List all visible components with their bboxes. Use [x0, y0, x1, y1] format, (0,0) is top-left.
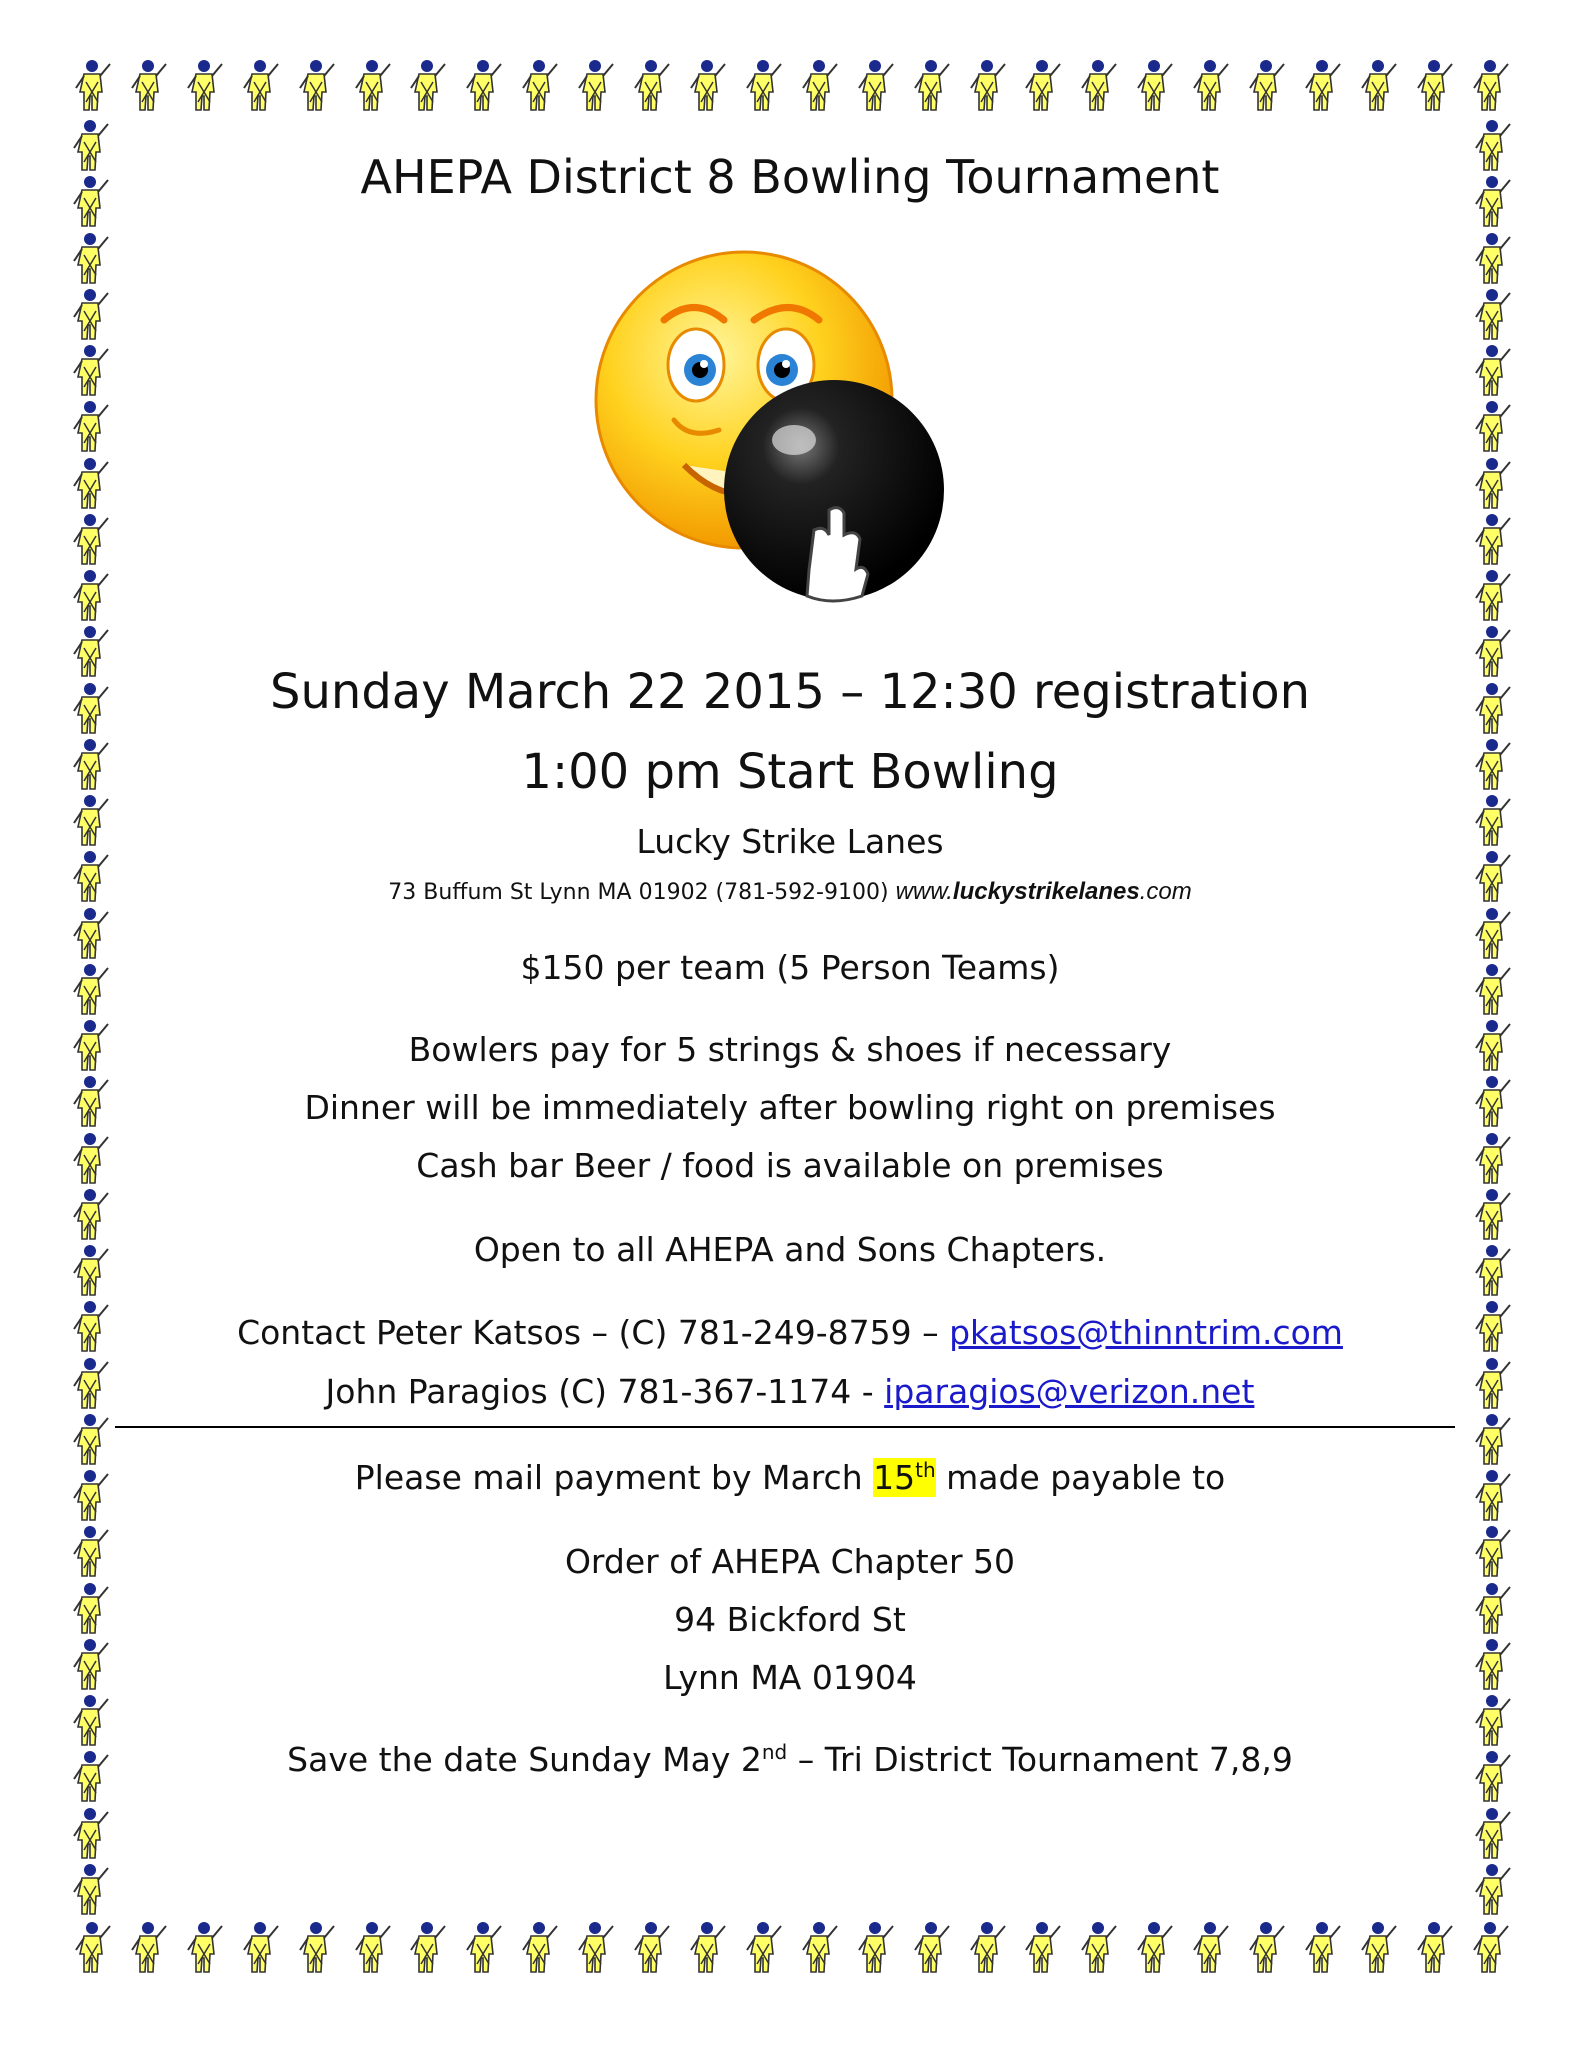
bowler-figure-icon — [68, 456, 112, 512]
bowler-figure-icon — [68, 1356, 112, 1412]
save-ordinal: nd — [761, 1740, 788, 1764]
bowler-figure-icon — [68, 1862, 112, 1918]
bowler-figure-icon — [68, 1806, 112, 1862]
contact-peter-email[interactable]: pkatsos@thinntrim.com — [949, 1313, 1343, 1352]
url-prefix: www. — [895, 878, 953, 905]
bowler-figure-icon — [68, 1749, 112, 1805]
bowler-figure-icon — [68, 399, 112, 455]
deadline-ordinal: th — [915, 1458, 936, 1482]
bowler-figure-icon — [1470, 231, 1514, 287]
bowler-figure-icon — [68, 1187, 112, 1243]
bowler-figure-icon — [68, 1412, 112, 1468]
bowler-figure-icon — [68, 1524, 112, 1580]
bowler-figure-icon — [68, 1693, 112, 1749]
start-time: 1:00 pm Start Bowling — [521, 744, 1059, 800]
bowler-figure-icon — [1470, 399, 1514, 455]
address-text: 73 Buffum St Lynn MA 01902 (781-592-9100) — [388, 880, 896, 905]
bowler-figure-icon — [1470, 512, 1514, 568]
deadline-highlight — [873, 1458, 936, 1497]
bowler-figure-icon — [1470, 1131, 1514, 1187]
event-date: Sunday March 22 2015 – 12:30 registration — [270, 664, 1310, 720]
contact-john-text: John Paragios (C) 781-367-1174 - — [325, 1372, 885, 1411]
bowler-figure-icon — [68, 1243, 112, 1299]
bowler-figure-icon — [1470, 287, 1514, 343]
bowler-figure-icon — [1470, 1862, 1514, 1918]
bowler-figure-icon — [70, 1920, 114, 1980]
bowler-figure-icon — [1470, 456, 1514, 512]
payee-city: Lynn MA 01904 — [663, 1658, 917, 1697]
bowler-figure-icon — [1470, 1637, 1514, 1693]
mail-suffix: made payable to — [935, 1458, 1226, 1497]
bowler-figure-icon — [1470, 1468, 1514, 1524]
bowler-figure-icon — [68, 174, 112, 230]
page-title: AHEPA District 8 Bowling Tournament — [360, 150, 1220, 204]
bowler-figure-icon — [70, 58, 114, 118]
bowler-figure-icon — [1470, 1749, 1514, 1805]
bowler-figure-icon — [1470, 568, 1514, 624]
bowler-figure-icon — [68, 906, 112, 962]
bowler-figure-icon — [1470, 737, 1514, 793]
url-domain: luckystrikelanes — [952, 878, 1140, 905]
bowler-figure-icon — [1470, 343, 1514, 399]
bowler-figure-icon — [68, 793, 112, 849]
bowler-figure-icon — [1470, 1581, 1514, 1637]
venue-website[interactable] — [896, 878, 1192, 905]
bowler-figure-icon — [1470, 624, 1514, 680]
bowler-figure-icon — [1470, 906, 1514, 962]
bowler-figure-icon — [1470, 174, 1514, 230]
bowler-figure-icon — [1470, 1018, 1514, 1074]
save-the-date — [120, 1740, 1460, 1779]
payee-street: 94 Bickford St — [674, 1600, 906, 1639]
info-line: Bowlers pay for 5 strings & shoes if necessary — [408, 1030, 1172, 1069]
bowler-figure-icon — [1468, 1920, 1512, 1980]
flyer-content — [120, 0, 1460, 2048]
info-line: Dinner will be immediately after bowling right on premises — [304, 1088, 1276, 1127]
bowler-figure-icon — [1470, 1412, 1514, 1468]
bowler-figure-icon — [1470, 1356, 1514, 1412]
bowler-figure-icon — [68, 1468, 112, 1524]
info-line: Cash bar Beer / food is available on premises — [416, 1146, 1164, 1185]
bowler-figure-icon — [1470, 849, 1514, 905]
bowler-figure-icon — [68, 287, 112, 343]
bowler-figure-icon — [68, 1581, 112, 1637]
bowler-figure-icon — [68, 737, 112, 793]
bowler-figure-icon — [1470, 1074, 1514, 1130]
bowler-figure-icon — [68, 512, 112, 568]
contact-john — [120, 1372, 1460, 1411]
border-left — [68, 118, 112, 1918]
contact-peter — [120, 1313, 1460, 1352]
bowler-figure-icon — [68, 962, 112, 1018]
bowler-figure-icon — [1470, 681, 1514, 737]
bowler-figure-icon — [68, 1018, 112, 1074]
bowler-figure-icon — [1468, 58, 1512, 118]
bowler-figure-icon — [68, 681, 112, 737]
payment-deadline — [120, 1458, 1460, 1497]
bowler-figure-icon — [68, 1299, 112, 1355]
save-suffix: – Tri District Tournament 7,8,9 — [787, 1740, 1293, 1779]
deadline-day: 15 — [873, 1458, 916, 1497]
contact-john-email[interactable]: iparagios@verizon.net — [884, 1372, 1255, 1411]
url-suffix: .com — [1139, 878, 1192, 905]
venue-name: Lucky Strike Lanes — [636, 822, 944, 861]
bowler-figure-icon — [1470, 1299, 1514, 1355]
bowler-figure-icon — [68, 624, 112, 680]
border-right — [1470, 118, 1514, 1918]
bowler-figure-icon — [68, 1074, 112, 1130]
divider — [115, 1426, 1455, 1428]
bowler-figure-icon — [68, 568, 112, 624]
bowler-figure-icon — [68, 343, 112, 399]
bowler-figure-icon — [1470, 1524, 1514, 1580]
bowler-figure-icon — [1470, 1806, 1514, 1862]
bowler-figure-icon — [1470, 962, 1514, 1018]
venue-address — [120, 878, 1460, 906]
eligibility: Open to all AHEPA and Sons Chapters. — [473, 1230, 1107, 1269]
bowler-figure-icon — [1470, 118, 1514, 174]
bowler-figure-icon — [68, 1131, 112, 1187]
save-prefix: Save the date Sunday May 2 — [287, 1740, 762, 1779]
payee-name: Order of AHEPA Chapter 50 — [564, 1542, 1016, 1581]
bowler-figure-icon — [1470, 793, 1514, 849]
contact-peter-text: Contact Peter Katsos – (C) 781-249-8759 – — [237, 1313, 950, 1352]
mail-prefix: Please mail payment by March — [354, 1458, 874, 1497]
bowler-figure-icon — [68, 118, 112, 174]
bowler-figure-icon — [68, 1637, 112, 1693]
bowler-figure-icon — [1470, 1693, 1514, 1749]
bowler-figure-icon — [1470, 1243, 1514, 1299]
bowler-figure-icon — [1470, 1187, 1514, 1243]
bowler-figure-icon — [68, 849, 112, 905]
team-price: $150 per team (5 Person Teams) — [520, 948, 1060, 987]
bowler-figure-icon — [68, 231, 112, 287]
